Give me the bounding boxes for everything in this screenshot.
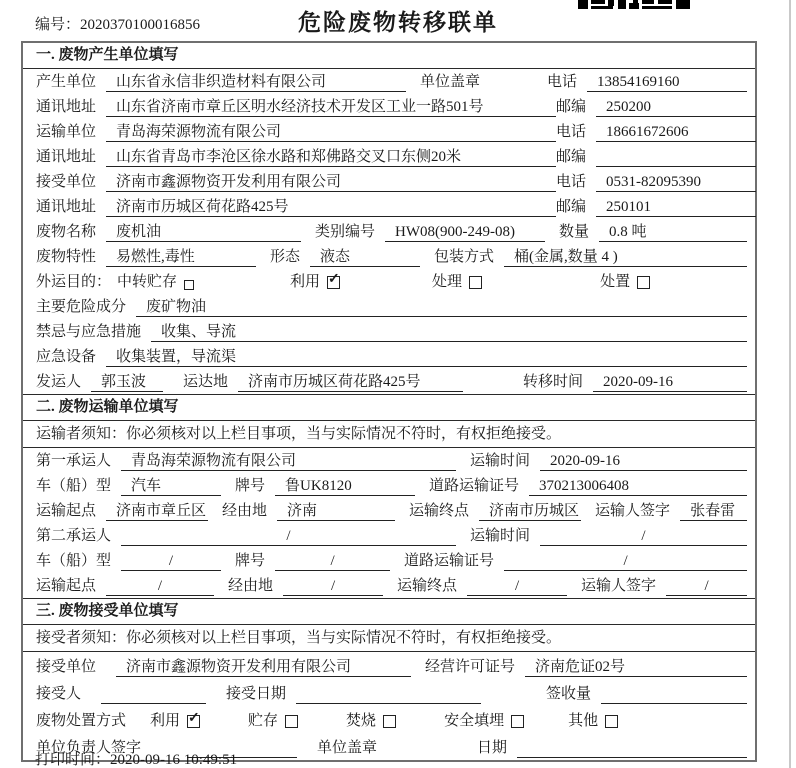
producer-zip-value: 250200 <box>596 98 756 117</box>
transport-time-label: 运输时间 <box>470 453 531 469</box>
option-label: 利用 <box>290 274 321 290</box>
category-label: 类别编号 <box>315 224 376 240</box>
road-license-label: 道路运输证号 <box>404 553 495 569</box>
route-end-label: 运输终点 <box>409 503 470 519</box>
row-waste-props <box>23 244 755 269</box>
disposal-option-landfill <box>444 711 524 733</box>
producer-phone-value: 13854169160 <box>587 73 747 92</box>
form-value: 液态 <box>310 248 420 267</box>
row-carrier1 <box>23 448 755 473</box>
plate-label: 牌号 <box>235 478 266 494</box>
permit-value: 济南危证02号 <box>525 658 747 677</box>
phone-label: 电话 <box>556 174 587 190</box>
phone-label: 电话 <box>556 124 587 140</box>
address-label: 通讯地址 <box>36 199 97 215</box>
page-title: 危险废物转移联单 <box>298 10 498 35</box>
dest-label: 运达地 <box>183 374 229 390</box>
date-value <box>517 739 747 758</box>
plate-value: 鲁UK8120 <box>275 477 415 496</box>
option-label: 其他 <box>568 713 599 729</box>
option-label: 处置 <box>600 274 631 290</box>
checkbox-dispose <box>637 276 650 289</box>
hazard-label: 主要危险成分 <box>36 299 127 315</box>
zip-label: 邮编 <box>556 199 587 215</box>
print-time-value: 2020-09-16 10:49:51 <box>110 752 238 768</box>
row-hazard <box>23 294 755 319</box>
road-license-label: 道路运输证号 <box>429 478 520 494</box>
row-acceptor <box>23 679 755 706</box>
checkbox-treat <box>469 276 482 289</box>
receiver-notice: 接受者须知：你必须核对以上栏目事项，当与实际情况不符时，有权拒绝接受。 <box>23 625 755 652</box>
vehicle-type-value: 汽车 <box>121 477 221 496</box>
sender-value: 郭玉波 <box>91 373 163 392</box>
option-label: 贮存 <box>248 713 279 729</box>
qty-label: 数量 <box>559 224 590 240</box>
serial-label: 编号： <box>35 17 81 33</box>
option-label: 安全填埋 <box>444 713 505 729</box>
packing-label: 包装方式 <box>434 249 495 265</box>
row-waste-name <box>23 219 755 244</box>
packing-value: 桶(金属,数量 4 ) <box>504 248 747 267</box>
permit-label: 经营许可证号 <box>425 659 516 675</box>
disposal-option-incinerate <box>346 711 396 733</box>
zip-label: 邮编 <box>556 149 587 165</box>
row-receiver-address <box>23 194 755 219</box>
carrier-sign-value: 张春雷 <box>680 502 747 521</box>
row-transporter <box>23 119 755 144</box>
receiver-phone-value: 0531-82095390 <box>596 173 756 192</box>
option-label: 利用 <box>150 713 181 729</box>
transporter-zip-value <box>596 148 756 167</box>
via-label: 经由地 <box>222 503 268 519</box>
acceptor-value <box>101 685 206 704</box>
row-vehicle1 <box>23 473 755 498</box>
route-start-label: 运输起点 <box>36 578 97 594</box>
waste-props-label: 废物特性 <box>36 249 97 265</box>
seal-label: 单位盖章 <box>420 74 481 90</box>
purpose-option-storage <box>117 272 194 294</box>
carrier2-value: / <box>121 527 456 546</box>
phone-label: 电话 <box>546 74 577 90</box>
carrier-sign-label: 运输人签字 <box>595 503 671 519</box>
option-label: 中转贮存 <box>117 274 178 290</box>
transporter-address-value: 山东省青岛市李沧区徐水路和郑佛路交叉口东侧20米 <box>106 148 556 167</box>
row-sender <box>23 369 755 394</box>
row-accept-unit <box>23 652 755 679</box>
checkbox-landfill <box>511 715 524 728</box>
disposal-option-other <box>568 711 618 733</box>
row-purpose <box>23 269 755 294</box>
accept-date-value <box>296 685 481 704</box>
checkbox-other <box>605 715 618 728</box>
form-table <box>21 41 757 762</box>
transporter-label: 运输单位 <box>36 124 97 140</box>
carrier-sign-value: / <box>666 577 747 596</box>
checkbox-storage <box>184 280 194 290</box>
transfer-time-label: 转移时间 <box>523 374 584 390</box>
plate-label: 牌号 <box>235 553 266 569</box>
waste-props-value: 易燃性,毒性 <box>106 248 256 267</box>
print-time <box>35 748 237 768</box>
road-license-value: 370213006408 <box>529 477 747 496</box>
transfer-time-value: 2020-09-16 <box>593 373 747 392</box>
transport-time-value: / <box>540 527 747 546</box>
sender-label: 发运人 <box>36 374 82 390</box>
row-route2 <box>23 573 755 598</box>
row-producer-address <box>23 94 755 119</box>
transporter-notice: 运输者须知：你必须核对以上栏目事项，当与实际情况不符时，有权拒绝接受。 <box>23 421 755 448</box>
receiver-zip-value: 250101 <box>596 198 756 217</box>
option-label: 焚烧 <box>346 713 377 729</box>
receiver-label: 接受单位 <box>36 174 97 190</box>
print-time-label: 打印时间： <box>35 752 111 768</box>
vehicle-type-label: 车（船）型 <box>36 478 112 494</box>
form-label: 形态 <box>270 249 301 265</box>
checkbox-incinerate <box>383 715 396 728</box>
equipment-value: 收集装置，导流渠 <box>106 348 747 367</box>
row-carrier2 <box>23 523 755 548</box>
dest-value: 济南市历城区荷花路425号 <box>238 373 463 392</box>
purpose-option-treat <box>432 272 482 294</box>
section2-header: 二. 废物运输单位填写 <box>23 394 755 421</box>
measures-label: 禁忌与应急措施 <box>36 324 142 340</box>
serial-value: 2020370100016856 <box>80 17 201 33</box>
plate-value: / <box>275 552 390 571</box>
purpose-option-utilize <box>290 272 340 294</box>
route-start-label: 运输起点 <box>36 503 97 519</box>
accept-date-label: 接受日期 <box>226 686 287 702</box>
disposal-option-store <box>248 711 298 733</box>
receiver-address-value: 济南市历城区荷花路425号 <box>106 198 556 217</box>
disposal-label: 废物处置方式 <box>36 713 127 729</box>
qty-value: 0.8 吨 <box>599 223 747 242</box>
accept-unit-label: 接受单位 <box>36 659 97 675</box>
road-license-value: / <box>504 552 747 571</box>
transporter-phone-value: 18661672606 <box>596 123 756 142</box>
carrier1-value: 青岛海荣源物流有限公司 <box>121 452 456 471</box>
acceptor-label: 接受人 <box>36 686 82 702</box>
hazard-value: 废矿物油 <box>136 298 747 317</box>
via-value: / <box>283 577 383 596</box>
accept-unit-value: 济南市鑫源物资开发利用有限公司 <box>116 658 411 677</box>
measures-value: 收集、导流 <box>151 323 747 342</box>
route-start-value: 济南市章丘区 <box>106 502 208 521</box>
equipment-label: 应急设备 <box>36 349 97 365</box>
checkbox-utilize <box>327 276 340 289</box>
row-producer <box>23 69 755 94</box>
carrier1-label: 第一承运人 <box>36 453 112 469</box>
responsible-sign-label: 单位负责人签字 <box>36 740 142 756</box>
route-end-label: 运输终点 <box>397 578 458 594</box>
vehicle-type-label: 车（船）型 <box>36 553 112 569</box>
waste-name-value: 废机油 <box>106 223 301 242</box>
transporter-value: 青岛海荣源物流有限公司 <box>106 123 556 142</box>
checkbox-store <box>285 715 298 728</box>
signed-qty-value <box>601 685 747 704</box>
qr-code-fragment <box>578 0 690 10</box>
producer-label: 产生单位 <box>36 74 97 90</box>
route-end-value: 济南市历城区 <box>479 502 581 521</box>
transport-time-value: 2020-09-16 <box>540 452 747 471</box>
waste-name-label: 废物名称 <box>36 224 97 240</box>
page-edge-line <box>789 0 791 768</box>
section1-header: 一. 废物产生单位填写 <box>23 43 755 69</box>
via-label: 经由地 <box>228 578 274 594</box>
address-label: 通讯地址 <box>36 99 97 115</box>
producer-address-value: 山东省济南市章丘区明水经济技术开发区工业一路501号 <box>106 98 556 117</box>
row-receiver <box>23 169 755 194</box>
zip-label: 邮编 <box>556 99 587 115</box>
receiver-value: 济南市鑫源物资开发利用有限公司 <box>106 173 556 192</box>
route-start-value: / <box>106 577 214 596</box>
row-vehicle2 <box>23 548 755 573</box>
vehicle-type-value: / <box>121 552 221 571</box>
row-route1 <box>23 498 755 523</box>
row-equipment <box>23 344 755 369</box>
address-label: 通讯地址 <box>36 149 97 165</box>
row-transporter-address <box>23 144 755 169</box>
disposal-option-utilize <box>150 711 200 733</box>
purpose-label: 外运目的： <box>36 274 112 290</box>
section3-header: 三. 废物接受单位填写 <box>23 598 755 625</box>
row-measures <box>23 319 755 344</box>
unit-seal-label: 单位盖章 <box>317 740 378 756</box>
route-end-value: / <box>467 577 567 596</box>
signed-qty-label: 签收量 <box>546 686 592 702</box>
category-value: HW08(900-249-08) <box>385 223 545 242</box>
producer-value: 山东省永信非织造材料有限公司 <box>106 73 406 92</box>
option-label: 处理 <box>432 274 463 290</box>
transport-time-label: 运输时间 <box>470 528 531 544</box>
carrier-sign-label: 运输人签字 <box>581 578 657 594</box>
checkbox-utilize <box>187 715 200 728</box>
date-label: 日期 <box>477 740 508 756</box>
carrier2-label: 第二承运人 <box>36 528 112 544</box>
row-disposal <box>23 706 755 733</box>
via-value: 济南 <box>277 502 395 521</box>
purpose-option-dispose <box>600 272 650 294</box>
